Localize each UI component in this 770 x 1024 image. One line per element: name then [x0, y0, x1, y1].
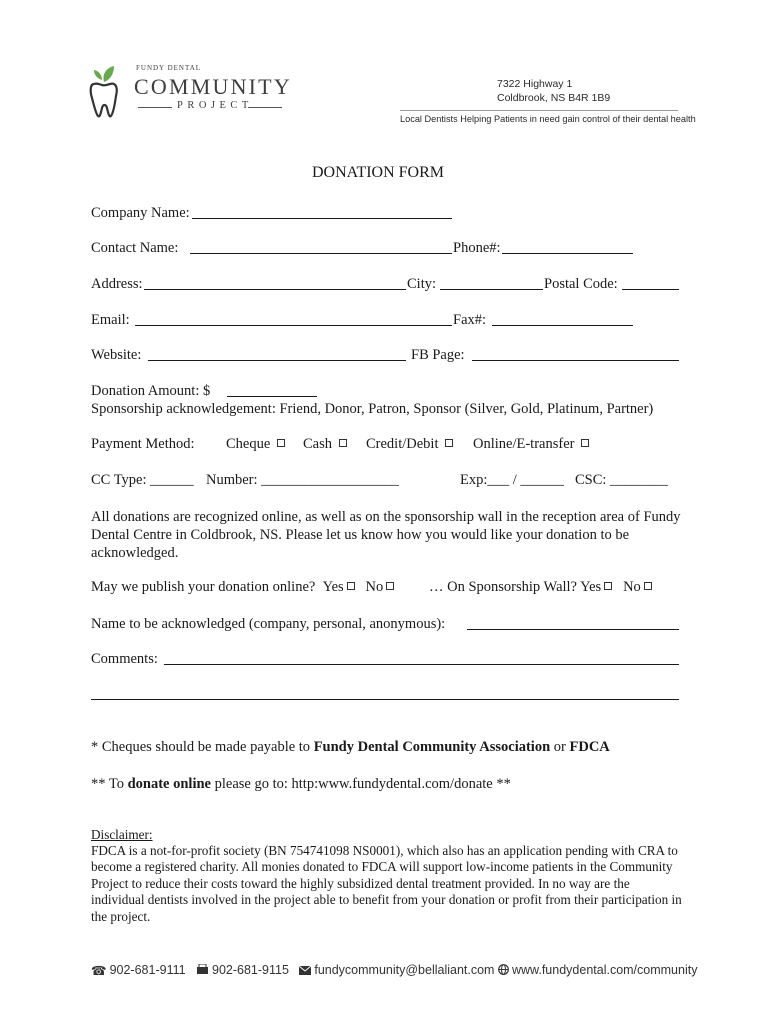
logo-main-text: COMMUNITY — [134, 74, 292, 99]
comments-label: Comments: — [91, 651, 158, 667]
globe-icon — [498, 964, 509, 978]
checkbox[interactable] — [347, 582, 355, 590]
company-field[interactable] — [192, 218, 452, 219]
checkbox[interactable] — [604, 582, 612, 590]
wall-no-option[interactable] — [616, 579, 652, 595]
cheque-note-abbr: FDCA — [569, 739, 610, 755]
yes-label: Yes — [580, 579, 602, 595]
cc-csc-field[interactable]: CSC: ________ — [575, 472, 669, 488]
online-note — [91, 776, 511, 793]
logo — [88, 62, 292, 122]
cc-number-field[interactable]: Number: ___________________ — [206, 472, 399, 488]
logo-sub-text: PROJECT — [177, 100, 253, 111]
cc-type-field[interactable]: CC Type: ______ — [91, 472, 194, 488]
cheque-note-or: or — [550, 739, 570, 755]
header-tagline: Local Dentists Helping Patients in need gain control of their dental health — [400, 114, 696, 124]
disclaimer-text: FDCA is a not-for-profit society (BN 754741098 NS0001), which also has an application pending with CRA to become a registered charity. All monies donated to FDCA will support low-income patients in the Community Project to reduce their costs toward the highly subsidized dental treatment provided. In no way are the individual dentists involved in the project able to benefit from your donation or profit from their participation in the project. — [91, 843, 682, 924]
cheque-note — [91, 739, 610, 756]
payment-option-label: Credit/Debit — [366, 436, 439, 452]
donation-field[interactable] — [227, 396, 317, 397]
checkbox[interactable] — [277, 439, 285, 447]
cheque-note-prefix: * Cheques should be made payable to — [91, 739, 314, 755]
checkbox[interactable] — [581, 439, 589, 447]
fax-icon — [196, 964, 209, 978]
logo-small-text: FUNDY DENTAL — [136, 64, 202, 72]
tooth-leaf-icon — [88, 62, 132, 122]
address-label: Address: — [91, 276, 143, 292]
footer-website[interactable]: www.fundydental.com/community — [511, 963, 698, 977]
comments-field-line1[interactable] — [164, 664, 679, 665]
email-field[interactable] — [135, 325, 452, 326]
payment-option-cash[interactable] — [303, 436, 347, 453]
publish-question: May we publish your donation online? — [91, 579, 316, 595]
payment-label: Payment Method: — [91, 436, 195, 452]
phone-icon: ☎ — [91, 964, 107, 978]
payment-option-credit[interactable] — [366, 436, 453, 453]
company-label: Company Name: — [91, 205, 190, 221]
disclaimer-title: Disclaimer: — [91, 827, 153, 842]
wall-question-row — [429, 579, 652, 596]
email-icon — [299, 964, 311, 978]
fax-field[interactable] — [492, 325, 633, 326]
no-label: No — [365, 579, 384, 595]
no-label: No — [623, 579, 641, 595]
phone-field[interactable] — [502, 253, 633, 254]
cc-exp-field[interactable]: Exp:___ / ______ — [460, 472, 564, 488]
recognition-text: All donations are recognized online, as well as on the sponsorship wall in the reception area of Fundy Dental Centre in Coldbrook, NS. Please let us know how you would like your donation to be acknowledged. — [91, 509, 681, 561]
checkbox[interactable] — [644, 582, 652, 590]
logo-rule-right — [248, 107, 282, 108]
publish-question-row — [91, 579, 394, 596]
cheque-note-org: Fundy Dental Community Association — [313, 739, 551, 755]
contact-field[interactable] — [190, 253, 452, 254]
form-title: DONATION FORM — [312, 164, 445, 181]
online-note-suffix: please go to: http:www.fundydental.com/donate ** — [210, 776, 511, 792]
header-address-line1: 7322 Highway 1 — [497, 78, 573, 90]
phone-label: Phone#: — [453, 240, 501, 256]
online-note-prefix: ** To — [91, 776, 128, 792]
city-label: City: — [407, 276, 437, 292]
city-field[interactable] — [440, 289, 543, 290]
logo-rule-left — [138, 107, 172, 108]
header-address-line2: Coldbrook, NS B4R 1B9 — [497, 92, 611, 104]
email-label: Email: — [91, 312, 130, 328]
payment-option-label: Online/E-transfer — [473, 436, 575, 452]
acknowledge-field[interactable] — [467, 629, 679, 630]
wall-question: … On Sponsorship Wall? — [429, 579, 577, 595]
donation-label: Donation Amount: $ — [91, 383, 211, 399]
publish-yes-option[interactable] — [319, 579, 355, 595]
publish-no-option[interactable] — [358, 579, 394, 595]
fb-field[interactable] — [472, 360, 679, 361]
fax-label: Fax#: — [453, 312, 487, 328]
payment-option-label: Cash — [303, 436, 332, 452]
wall-yes-option[interactable] — [580, 579, 612, 595]
checkbox[interactable] — [445, 439, 453, 447]
header-rule — [400, 110, 678, 111]
website-field[interactable] — [148, 360, 406, 361]
address-field[interactable] — [144, 289, 406, 290]
online-note-bold: donate online — [127, 776, 211, 792]
checkbox[interactable] — [386, 582, 394, 590]
payment-option-cheque[interactable] — [226, 436, 285, 453]
yes-label: Yes — [322, 579, 344, 595]
postal-label: Postal Code: — [544, 276, 618, 292]
checkbox[interactable] — [339, 439, 347, 447]
footer-fax: 902-681-9115 — [212, 963, 289, 977]
footer-email[interactable]: fundycommunity@bellaliant.com — [314, 963, 495, 977]
payment-option-label: Cheque — [226, 436, 271, 452]
payment-option-online[interactable] — [473, 436, 589, 453]
fb-label: FB Page: — [411, 347, 465, 363]
footer-phone: 902-681-9111 — [109, 963, 186, 977]
postal-field[interactable] — [622, 289, 679, 290]
comments-field-line2[interactable] — [91, 699, 679, 700]
website-label: Website: — [91, 347, 142, 363]
acknowledge-label: Name to be acknowledged (company, personal, anonymous): — [91, 616, 446, 632]
footer — [91, 963, 697, 978]
contact-label: Contact Name: — [91, 240, 179, 256]
sponsorship-text: Sponsorship acknowledgement: Friend, Donor, Patron, Sponsor (Silver, Gold, Platinum, Partner) — [91, 401, 654, 417]
